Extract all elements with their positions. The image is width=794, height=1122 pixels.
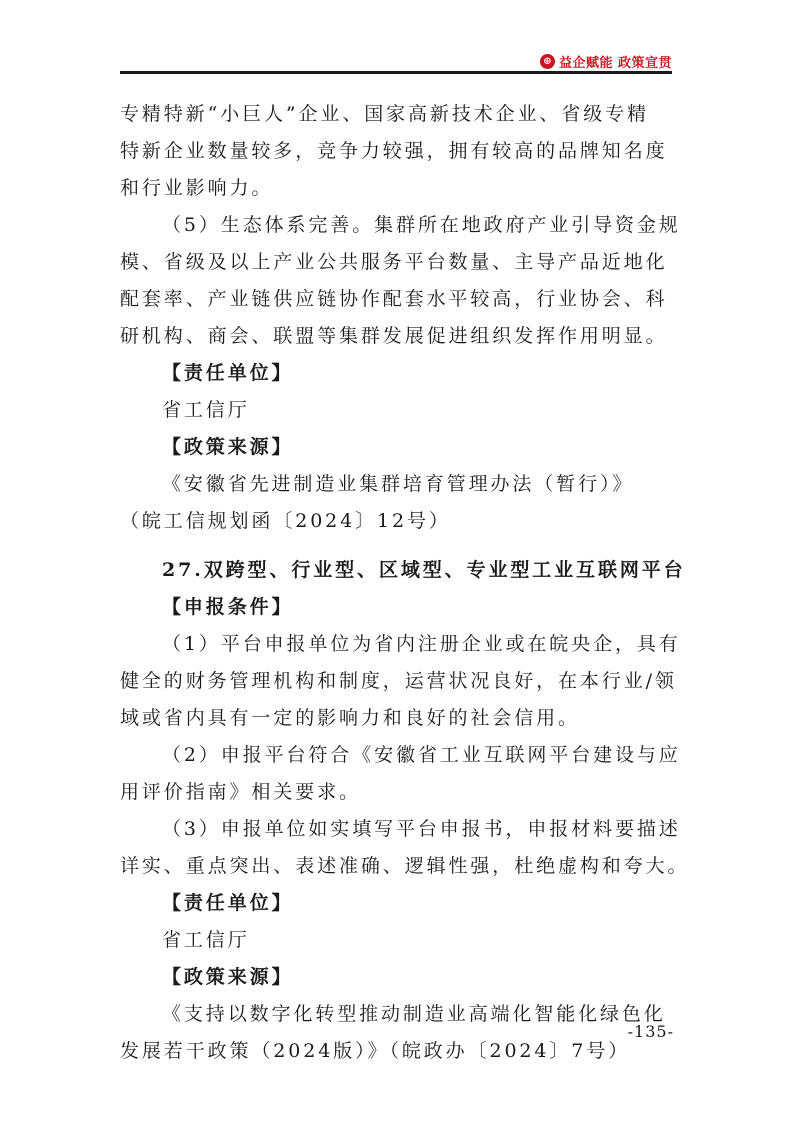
section-label-responsible-unit: 【责任单位】 bbox=[162, 362, 294, 384]
body-line: 特新企业数量较多，竞争力较强，拥有较高的品牌知名度 bbox=[120, 140, 668, 162]
section-label-conditions: 【申报条件】 bbox=[162, 596, 294, 618]
body-line: 用评价指南》相关要求。 bbox=[120, 781, 361, 803]
policy-source: （皖工信规划函〔2024〕12号） bbox=[120, 510, 451, 532]
body-line: 域或省内具有一定的影响力和良好的社会信用。 bbox=[120, 707, 580, 729]
body-line: （1）平台申报单位为省内注册企业或在皖央企，具有 bbox=[162, 633, 681, 655]
body-line: （3）申报单位如实填写平台申报书，申报材料要描述 bbox=[162, 818, 681, 840]
body-line: （2）申报平台符合《安徽省工业互联网平台建设与应 bbox=[162, 744, 681, 766]
policy-source: 《安徽省先进制造业集群培育管理办法（暂行）》 bbox=[162, 473, 635, 495]
body-line: 专精特新“小巨人”企业、国家高新技术企业、省级专精 bbox=[120, 103, 649, 125]
body-line: 详实、重点突出、表述准确、逻辑性强，杜绝虚构和夸大。 bbox=[120, 855, 690, 877]
body-line: 研机构、商会、联盟等集群发展促进组织发挥作用明显。 bbox=[120, 325, 668, 347]
section-label-policy-source: 【政策来源】 bbox=[162, 966, 294, 988]
brand-title: 益企赋能 政策宣贯 bbox=[558, 56, 672, 71]
section-label-policy-source: 【政策来源】 bbox=[162, 436, 294, 458]
section-label-responsible-unit: 【责任单位】 bbox=[162, 892, 294, 914]
body-line: 配套率、产业链供应链协作配套水平较高，行业协会、科 bbox=[120, 288, 668, 310]
body-line: 模、省级及以上产业公共服务平台数量、主导产品近地化 bbox=[120, 251, 668, 273]
page-number: -135- bbox=[627, 1022, 674, 1041]
header-brand bbox=[540, 52, 672, 71]
policy-source: 《支持以数字化转型推动制造业高端化智能化绿色化 bbox=[162, 1003, 666, 1025]
policy-source: 发展若干政策（2024版）》（皖政办〔2024〕7号） bbox=[120, 1040, 631, 1062]
body-line: 健全的财务管理机构和制度，运营状况良好，在本行业/领 bbox=[120, 670, 677, 692]
brand-logo-icon: ⊕ bbox=[540, 54, 555, 69]
responsible-unit: 省工信厅 bbox=[162, 929, 250, 951]
item-heading: 27.双跨型、行业型、区域型、专业型工业互联网平台 bbox=[162, 559, 686, 581]
responsible-unit: 省工信厅 bbox=[162, 399, 250, 421]
body-line: （5）生态体系完善。集群所在地政府产业引导资金规 bbox=[162, 214, 681, 236]
header-rule bbox=[120, 71, 672, 74]
document-body bbox=[120, 96, 690, 1070]
body-line: 和行业影响力。 bbox=[120, 177, 274, 199]
